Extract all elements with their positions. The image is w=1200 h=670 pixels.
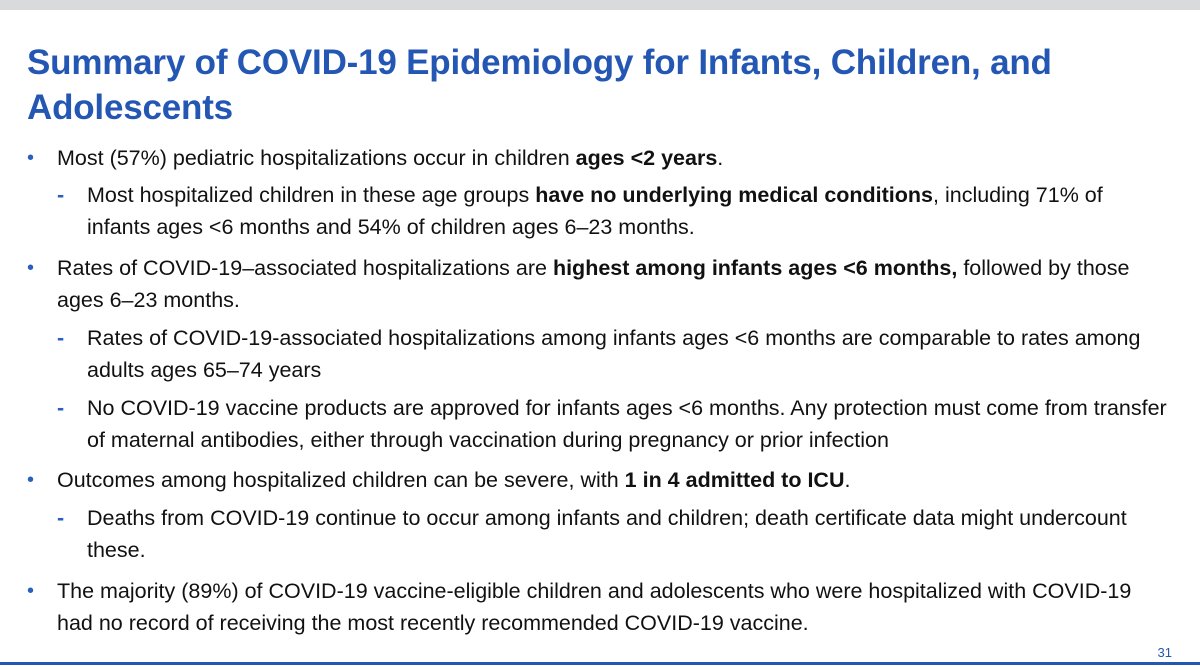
bullet-text: Deaths from COVID-19 continue to occur among infants and children; death certificate data might undercount these. [87,506,1127,562]
bullet-text: Rates of COVID-19-associated hospitalizations among infants ages <6 months are comparable to rates among adults ages 65–74 years [87,326,1141,382]
sub-bullet-item [57,392,1172,456]
bullet-text: . [844,468,851,492]
bullet-text: . [717,146,724,170]
bullet-bold-text: ages <2 years [575,146,718,170]
bullet-text: , including 71% of infants ages <6 months and 54% of children ages 6–23 months. [87,183,1103,239]
sub-bullet-item [57,502,1172,566]
dash-marker: - [57,396,65,420]
bullet-bold-text: have no underlying medical conditions [535,183,934,207]
bullet-marker: • [27,469,35,491]
bullet-marker: • [27,257,35,279]
bullet-text: Outcomes among hospitalized children can be severe, with [57,468,625,492]
bullet-text: Rates of COVID-19–associated hospitalizations are [57,256,553,280]
bullet-item [27,575,1167,639]
slide-title: Summary of COVID-19 Epidemiology for Infants, Children, and Adolescents [27,43,1052,127]
top-edge-bar [0,0,1200,10]
dash-marker: - [57,326,65,350]
page-number: 31 [1157,645,1172,660]
dash-marker: - [57,506,65,530]
sub-bullet-item [57,179,1172,243]
bullet-text: Most (57%) pediatric hospitalizations occur in children [57,146,576,170]
bullet-text: Most hospitalized children in these age groups [87,183,536,207]
bullet-marker: • [27,580,35,602]
bullet-item [27,252,1167,316]
bullet-marker: • [27,147,35,169]
bullet-item [27,464,1167,496]
bullet-text: The majority (89%) of COVID-19 vaccine-eligible children and adolescents who were hospitalized with COVID-19 had no record of receiving the most recently recommended COVID-19 vaccine. [57,579,1132,635]
dash-marker: - [57,183,65,207]
sub-bullet-item [57,322,1172,386]
bullet-bold-text: highest among infants ages <6 months, [552,256,958,280]
bullet-item [27,142,1167,174]
bullet-text: followed by those ages 6–23 months. [57,256,1130,312]
bullet-text: No COVID-19 vaccine products are approved for infants ages <6 months. Any protection must come from transfer of maternal antibodies, either through vaccination during pregnancy or prior infection [87,396,1167,452]
bullet-bold-text: 1 in 4 admitted to ICU [624,468,845,492]
bottom-rule [0,662,1200,665]
